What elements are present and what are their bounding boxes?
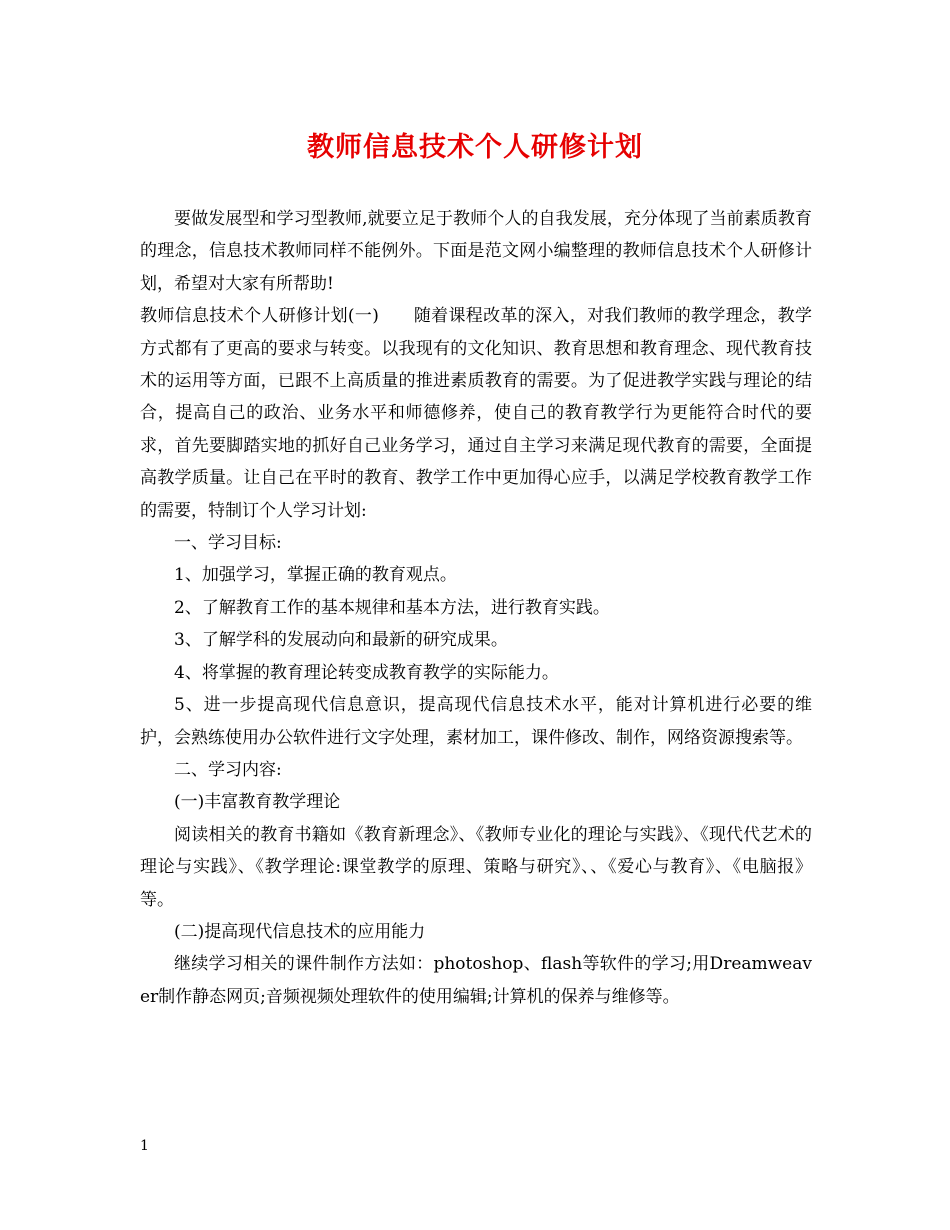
page-number: 1 bbox=[140, 1138, 149, 1154]
paragraph: 要做发展型和学习型教师,就要立足于教师个人的自我发展，充分体现了当前素质教育的理念，信息技术教师同样不能例外。下面是范文网小编整理的教师信息技术个人研修计划，希望对大家有所帮助! bbox=[140, 209, 812, 294]
paragraph: 二、学习内容: bbox=[174, 759, 282, 780]
paragraph: (二)提高现代信息技术的应用能力 bbox=[174, 921, 426, 942]
paragraph: 继续学习相关的课件制作方法如：photoshop、flash等软件的学习;用Dreamweaver制作静态网页;音频视频处理软件的使用编辑;计算机的保养与维修等。 bbox=[140, 954, 812, 1007]
paragraph: 3、了解学科的发展动向和最新的研究成果。 bbox=[174, 630, 508, 651]
paragraph: (一)丰富教育教学理论 bbox=[174, 792, 341, 813]
paragraph: 5、进一步提高现代信息意识，提高现代信息技术水平，能对计算机进行必要的维护，会熟练使用办公软件进行文字处理，素材加工，课件修改、制作，网络资源搜索等。 bbox=[140, 695, 812, 748]
document-body bbox=[140, 203, 812, 1013]
paragraph: 一、学习目标: bbox=[174, 533, 282, 554]
paragraph: 4、将掌握的教育理论转变成教育教学的实际能力。 bbox=[174, 662, 559, 683]
paragraph: 教师信息技术个人研修计划(一) 随着课程改革的深入，对我们教师的教学理念，教学方式都有了更高的要求与转变。以我现有的文化知识、教育思想和教育理念、现代教育技术的运用等方面，已跟不上高质量的推进素质教育的需要。为了促进教学实践与理论的结合，提高自己的政治、业务水平和师德修养，使自己的教育教学行为更能符合时代的要求，首先要脚踏实地的抓好自己业务学习，通过自主学习来满足现代教育的需要，全面提高教学质量。让自己在平时的教育、教学工作中更加得心应手，以满足学校教育教学工作的需要，特制订个人学习计划: bbox=[140, 306, 812, 521]
paragraph: 2、了解教育工作的基本规律和基本方法，进行教育实践。 bbox=[174, 597, 610, 618]
document-title: 教师信息技术个人研修计划 bbox=[307, 132, 643, 163]
paragraph: 1、加强学习，掌握正确的教育观点。 bbox=[174, 565, 457, 586]
paragraph: 阅读相关的教育书籍如《教育新理念》、《教师专业化的理论与实践》、《现代代艺术的理论与实践》、《教学理论:课堂教学的原理、策略与研究》、、《爱心与教育》、《电脑报》等。 bbox=[140, 824, 812, 910]
